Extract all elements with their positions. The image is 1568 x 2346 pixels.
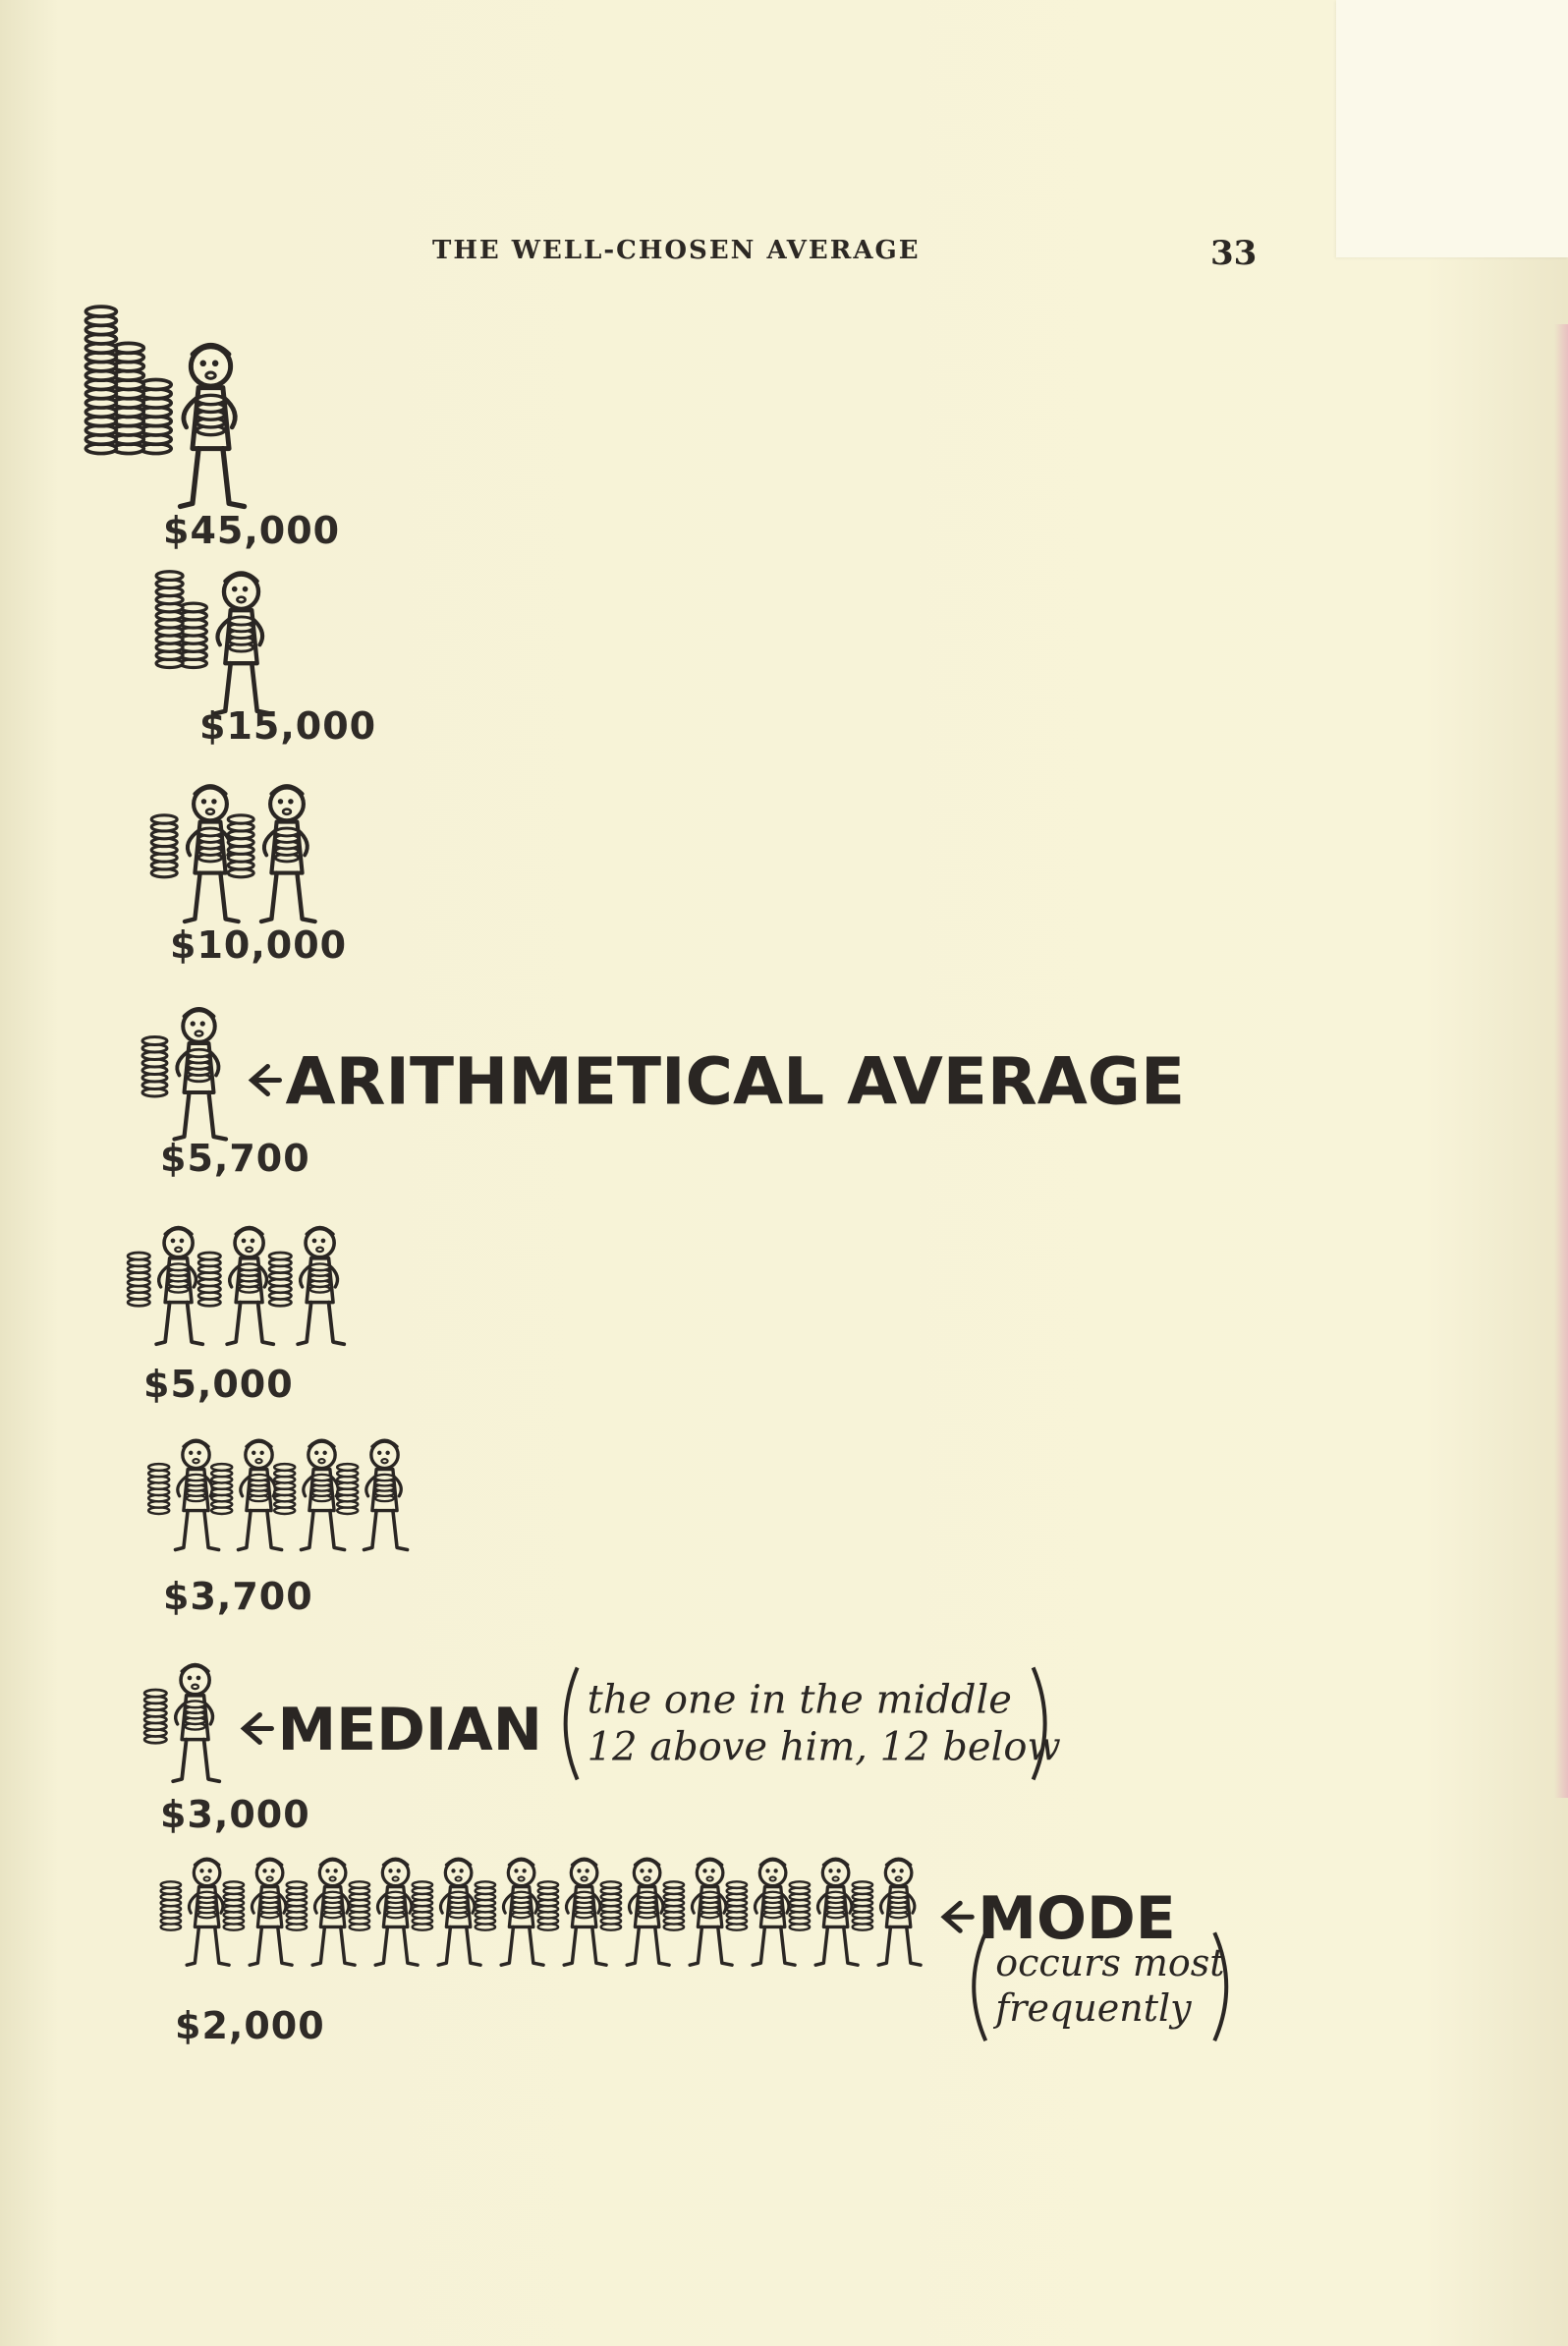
annotation: [944, 1884, 1226, 2040]
annotation-label: ARITHMETICAL AVERAGE: [285, 1043, 1186, 1120]
annotation: [244, 1667, 1060, 1779]
salary-label: $5,000: [143, 1363, 294, 1406]
pictograph-row: [156, 572, 376, 748]
pictograph-row: [85, 307, 340, 552]
salary-figure: [269, 1227, 344, 1344]
salary-figure: [274, 1440, 344, 1549]
salary-figure: [337, 1440, 407, 1549]
salary-figure: [148, 1440, 218, 1549]
salary-figure: [151, 786, 238, 922]
salary-figure: [144, 1664, 219, 1781]
salary-figure: [198, 1227, 273, 1344]
salary-label: $5,700: [160, 1137, 310, 1180]
salary-figure: [601, 1859, 669, 1965]
pictograph-row: [128, 1227, 344, 1406]
pictograph-row: [148, 1440, 407, 1618]
salary-label: $3,700: [163, 1575, 313, 1618]
annotation-label: MEDIAN: [277, 1696, 542, 1765]
annotation-note: the one in the middle: [587, 1677, 1012, 1723]
salary-figure: [128, 1227, 202, 1344]
salary-figure: [790, 1859, 858, 1965]
salary-figure: [287, 1859, 355, 1965]
page-number: 33: [1210, 234, 1258, 273]
salary-figure: [156, 572, 270, 714]
salary-figure: [350, 1859, 418, 1965]
arrow-left-icon: [244, 1714, 271, 1742]
salary-figure: [224, 1859, 292, 1965]
salary-figure: [727, 1859, 795, 1965]
arrow-left-icon: [944, 1903, 972, 1930]
salary-label: $15,000: [199, 704, 377, 748]
running-head: THE WELL-CHOSEN AVERAGE: [432, 236, 921, 265]
salary-label: $2,000: [175, 2004, 325, 2047]
salary-figure: [142, 1009, 226, 1140]
salary-figure: [85, 307, 244, 506]
salary-figure: [211, 1440, 281, 1549]
annotation-label: MODE: [978, 1883, 1176, 1953]
salary-figure: [538, 1859, 606, 1965]
pictograph-row: [161, 1859, 921, 2047]
salary-figure: [476, 1859, 543, 1965]
annotation-note: 12 above him, 12 below: [587, 1724, 1061, 1770]
annotation-note: frequently: [995, 1986, 1192, 2031]
salary-figure: [664, 1859, 732, 1965]
arrow-left-icon: [252, 1067, 280, 1094]
salary-label: $10,000: [170, 923, 348, 967]
salary-figure: [161, 1859, 229, 1965]
salary-label: $3,000: [160, 1793, 310, 1836]
annotation: [252, 1043, 1186, 1119]
left-parenthesis: [566, 1667, 578, 1779]
salary-label: $45,000: [163, 509, 341, 552]
salary-figure: [853, 1859, 921, 1965]
salary-figure: [228, 786, 314, 922]
pictograph-row: [151, 786, 347, 967]
annotation-note: occurs most: [995, 1941, 1225, 1985]
salary-figure: [413, 1859, 480, 1965]
